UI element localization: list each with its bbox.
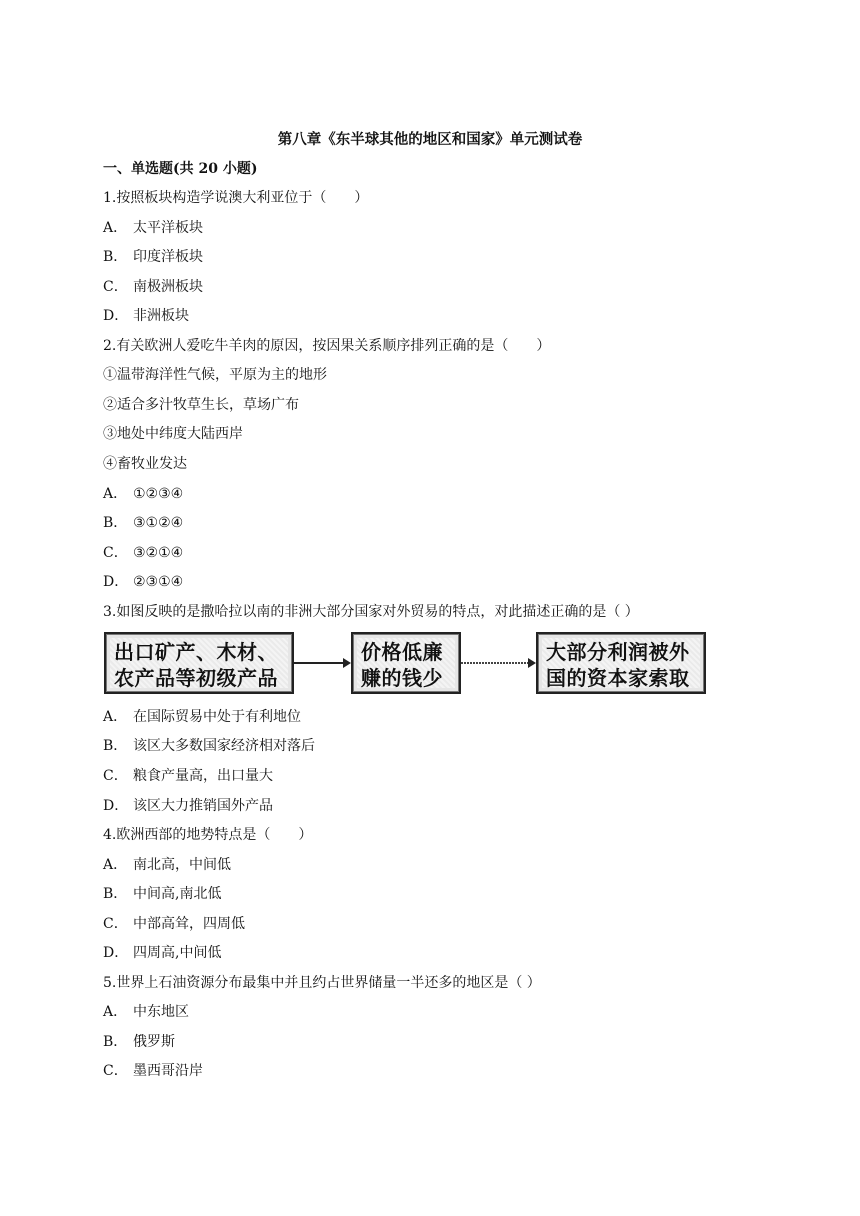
option-text: 印度洋板块 — [133, 249, 203, 265]
diagram-box-profits-taken — [536, 632, 706, 694]
option-text: ③①②④ — [133, 515, 184, 531]
question-4-stem: 4.欧洲西部的地势特点是（ ） — [103, 827, 313, 843]
option-letter: A． — [103, 857, 128, 873]
option-text: ③②①④ — [133, 545, 184, 561]
q1-option-b — [103, 247, 203, 267]
q2-option-d — [103, 572, 183, 592]
diagram-box-line: 出口矿产、木材、 — [114, 640, 278, 664]
diagram-box-line: 国的资本家索取 — [546, 666, 690, 690]
option-text: 俄罗斯 — [133, 1034, 175, 1050]
q4-option-a — [103, 855, 231, 875]
option-letter: B． — [103, 1034, 128, 1050]
option-letter: A． — [103, 220, 128, 236]
diagram-box-line: 大部分利润被外 — [546, 640, 690, 664]
option-letter: B． — [103, 738, 128, 754]
q3-option-d — [103, 796, 273, 816]
option-letter: C． — [103, 768, 128, 784]
option-text: 中部高耸，四周低 — [133, 916, 245, 932]
q1-option-a — [103, 218, 203, 238]
trade-flow-diagram — [104, 632, 706, 698]
option-letter: B． — [103, 249, 128, 265]
option-letter: C． — [103, 545, 128, 561]
q3-option-a — [103, 707, 301, 727]
diagram-box-low-price — [351, 632, 461, 694]
q4-option-d — [103, 943, 221, 963]
q2-item-4: ④畜牧业发达 — [103, 456, 187, 472]
option-letter: A． — [103, 486, 128, 502]
arrow-right-icon — [461, 662, 529, 664]
option-letter: D． — [103, 308, 129, 324]
q1-option-d — [103, 306, 189, 326]
option-letter: D． — [103, 798, 129, 814]
diagram-box-primary-exports — [104, 632, 294, 694]
q1-option-c — [103, 277, 203, 297]
option-text: 该区大多数国家经济相对落后 — [133, 738, 315, 754]
option-text: 中东地区 — [133, 1004, 189, 1020]
option-letter: D． — [103, 945, 129, 961]
q2-item-2: ②适合多汁牧草生长，草场广布 — [103, 397, 299, 413]
question-3-stem: 3.如图反映的是撒哈拉以南的非洲大部分国家对外贸易的特点，对此描述正确的是（ ） — [103, 604, 639, 620]
q2-option-c — [103, 543, 183, 563]
option-letter: D． — [103, 574, 129, 590]
option-letter: B． — [103, 515, 128, 531]
option-text: 南极洲板块 — [133, 279, 203, 295]
page-title: 第八章《东半球其他的地区和国家》单元测试卷 — [277, 131, 583, 148]
option-letter: C． — [103, 279, 128, 295]
option-letter: B． — [103, 886, 128, 902]
option-text: 南北高，中间低 — [133, 857, 231, 873]
option-letter: A． — [103, 709, 128, 725]
q2-item-1: ①温带海洋性气候，平原为主的地形 — [103, 367, 327, 383]
option-text: 墨西哥沿岸 — [133, 1063, 203, 1079]
q3-option-b — [103, 736, 315, 756]
option-text: ②③①④ — [133, 574, 184, 590]
q2-option-b — [103, 513, 183, 533]
option-text: 四周高,中间低 — [133, 945, 222, 961]
q4-option-c — [103, 914, 245, 934]
option-text: 太平洋板块 — [133, 220, 203, 236]
question-5-stem: 5.世界上石油资源分布最集中并且约占世界储量一半还多的地区是（ ） — [103, 975, 541, 991]
diagram-box-line: 赚的钱少 — [361, 666, 443, 690]
q5-option-b — [103, 1032, 175, 1052]
q2-item-3: ③地处中纬度大陆西岸 — [103, 426, 243, 442]
option-text: 粮食产量高，出口量大 — [133, 768, 273, 784]
option-text: 非洲板块 — [133, 308, 189, 324]
q5-option-a — [103, 1002, 189, 1022]
diagram-box-line: 农产品等初级产品 — [114, 666, 278, 690]
q4-option-b — [103, 884, 221, 904]
question-2-stem: 2.有关欧洲人爱吃牛羊肉的原因，按因果关系顺序排列正确的是（ ） — [103, 338, 551, 354]
q3-option-c — [103, 766, 273, 786]
diagram-box-line: 价格低廉 — [361, 640, 443, 664]
arrow-right-icon — [294, 662, 344, 664]
option-text: 该区大力推销国外产品 — [133, 798, 273, 814]
option-text: 中间高,南北低 — [133, 886, 222, 902]
option-text: 在国际贸易中处于有利地位 — [133, 709, 301, 725]
option-letter: A． — [103, 1004, 128, 1020]
option-letter: C． — [103, 1063, 128, 1079]
section-heading: 一、单选题(共 20 小题) — [103, 161, 258, 177]
option-letter: C． — [103, 916, 128, 932]
option-text: ①②③④ — [133, 486, 184, 502]
q2-option-a — [103, 484, 183, 504]
q5-option-c — [103, 1061, 203, 1081]
question-1-stem: 1.按照板块构造学说澳大利亚位于（ ） — [103, 190, 369, 206]
